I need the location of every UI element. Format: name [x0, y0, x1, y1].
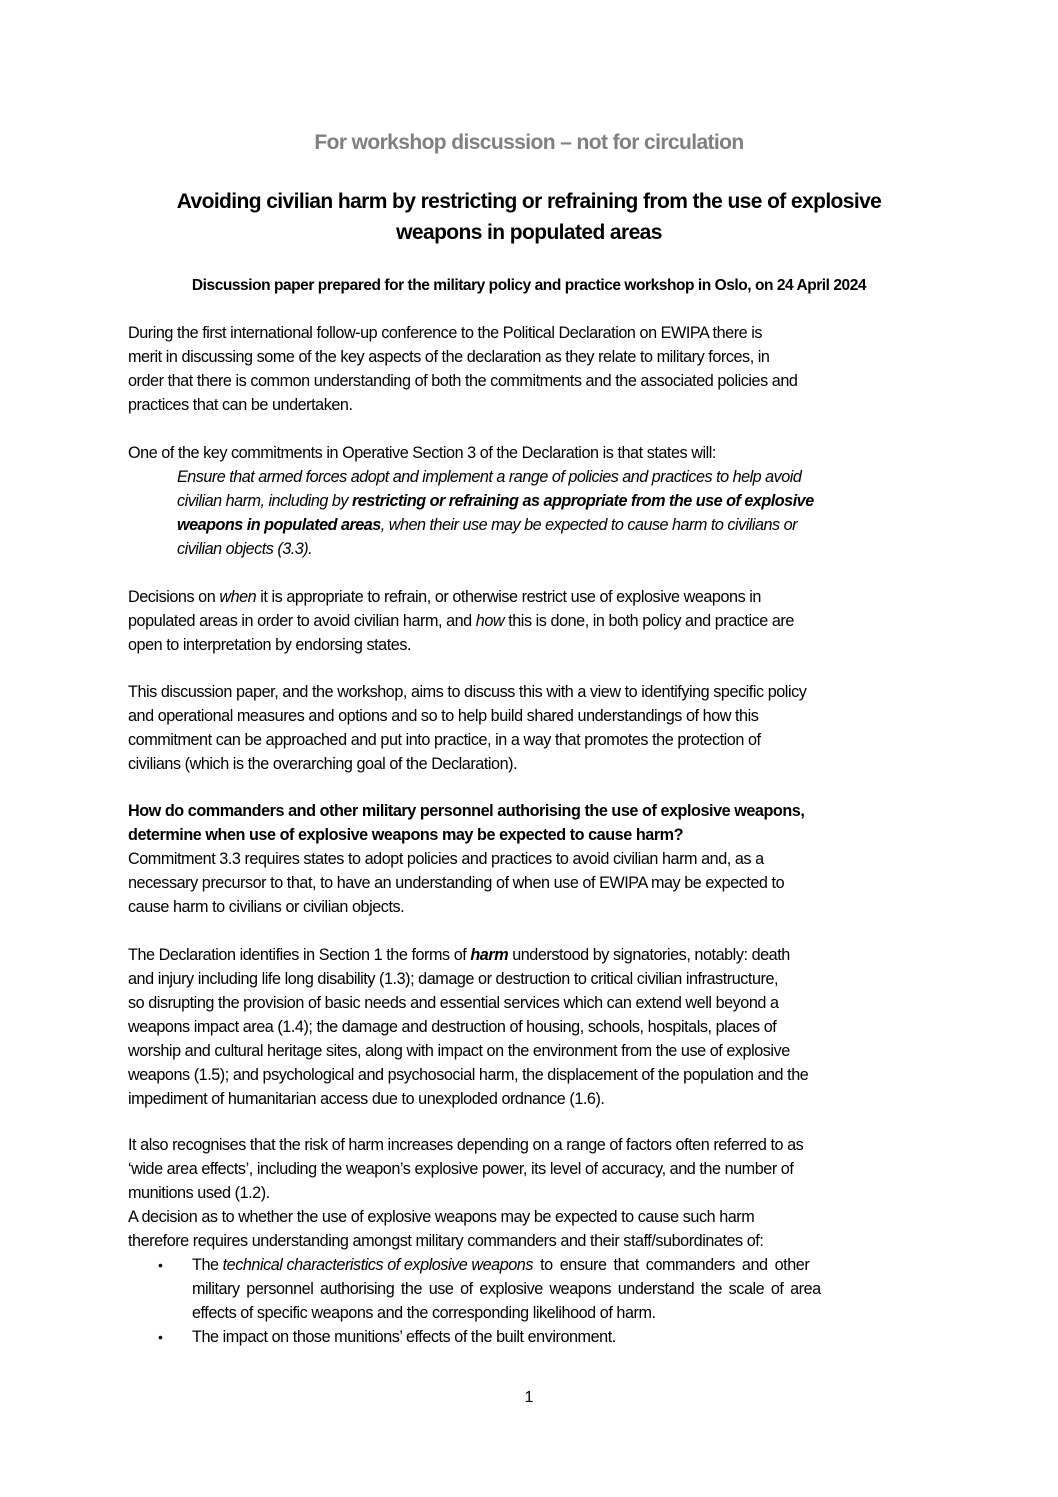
text-line: During the first international follow-up conference to the Political Declaration on EWIPA there is	[128, 324, 763, 342]
text-run: Decisions on	[128, 588, 220, 606]
quote-line	[177, 489, 937, 513]
text-line: munitions used (1.2).	[128, 1184, 270, 1202]
text-line: One of the key commitments in Operative Section 3 of the Declaration is that states will:	[128, 444, 716, 462]
text-line: and injury including life long disability (1.3); damage or destruction to critical civilian infrastructure,	[128, 970, 779, 988]
text-line: It also recognises that the risk of harm increases depending on a range of factors often referred to as	[128, 1136, 804, 1154]
text-line: military personnel authorising the use of explosive weapons understand the scale of area	[192, 1280, 821, 1298]
text-line: civilians (which is the overarching goal of the Declaration).	[128, 755, 518, 773]
paragraph-purpose	[128, 680, 930, 776]
text-line: open to interpretation by endorsing states.	[128, 636, 412, 654]
text-line: impediment of humanitarian access due to unexploded ordnance (1.6).	[128, 1090, 605, 1108]
text-line	[128, 609, 930, 633]
text-line: Commitment 3.3 requires states to adopt policies and practices to avoid civilian harm and, as a	[128, 850, 764, 868]
text-run: understood by signatories, notably: death	[508, 946, 790, 964]
text-line: weapons (1.5); and psychological and psychosocial harm, the displacement of the population and the	[128, 1066, 809, 1084]
text-line: The impact on those munitions’ effects of the built environment.	[192, 1328, 616, 1346]
quote-text: , when their use may be expected to cause harm to civilians or	[380, 516, 797, 534]
paragraph-forms-of-harm	[128, 943, 930, 1111]
paragraph-commitment-intro	[128, 441, 930, 465]
emphasis-technical-characteristics: technical characteristics of explosive weapons	[222, 1256, 534, 1274]
text-line	[128, 585, 930, 609]
circulation-notice: For workshop discussion – not for circulation	[314, 131, 744, 154]
text-run: The	[192, 1256, 223, 1274]
bullet-text	[192, 1253, 930, 1325]
section-heading-line: determine when use of explosive weapons may be expected to cause harm?	[128, 826, 684, 844]
text-line	[128, 943, 930, 967]
text-line: and operational measures and options and so to help build shared understandings of how this	[128, 707, 759, 725]
text-run: to ensure that commanders and other	[533, 1256, 810, 1274]
bullet-item	[128, 1253, 930, 1325]
text-line: practices that can be undertaken.	[128, 396, 353, 414]
text-line: necessary precursor to that, to have an understanding of when use of EWIPA may be expected to	[128, 874, 785, 892]
text-run: this is done, in both policy and practice are	[504, 612, 794, 630]
section-heading-line: How do commanders and other military personnel authorising the use of explosive weapons,	[128, 802, 805, 820]
bullet-item	[128, 1325, 930, 1349]
document-subtitle: Discussion paper prepared for the military policy and practice workshop in Oslo, on 24 April 2024	[191, 277, 867, 294]
text-line: ‘wide area effects’, including the weapon’s explosive power, its level of accuracy, and the number of	[128, 1160, 794, 1178]
emphasis-when: when	[219, 588, 257, 606]
text-line: cause harm to civilians or civilian objects.	[128, 898, 405, 916]
text-line: commitment can be approached and put into practice, in a way that promotes the protection of	[128, 731, 761, 749]
text-run: it is appropriate to refrain, or otherwise restrict use of explosive weapons in	[256, 588, 761, 606]
paragraph-intro	[128, 321, 930, 417]
text-line: weapons impact area (1.4); the damage and destruction of housing, schools, hospitals, places of	[128, 1018, 777, 1036]
text-line: A decision as to whether the use of explosive weapons may be expected to cause such harm	[128, 1208, 755, 1226]
block-quote-commitment	[177, 465, 937, 561]
emphasis-how: how	[475, 612, 505, 630]
text-line	[192, 1253, 930, 1277]
quote-line: Ensure that armed forces adopt and implement a range of policies and practices to help avoid	[177, 468, 802, 486]
text-line: so disrupting the provision of basic needs and essential services which can extend well beyond a	[128, 994, 779, 1012]
document-title-line-1: Avoiding civilian harm by restricting or refraining from the use of explosive	[176, 190, 882, 213]
emphasis-harm: harm	[470, 946, 509, 964]
text-line: This discussion paper, and the workshop, aims to discuss this with a view to identifying specific policy	[128, 683, 807, 701]
paragraph-wide-area-effects	[128, 1133, 930, 1253]
quote-emphasis: weapons in populated areas	[177, 516, 381, 534]
text-line: therefore requires understanding amongst military commanders and their staff/subordinates of:	[128, 1232, 764, 1250]
paragraph-decisions	[128, 585, 930, 657]
quote-text: civilian harm, including by	[177, 492, 352, 510]
text-line: order that there is common understanding of both the commitments and the associated policies and	[128, 372, 798, 390]
bullet-text	[192, 1325, 930, 1349]
text-line: merit in discussing some of the key aspects of the declaration as they relate to military forces, in	[128, 348, 770, 366]
section-harm-determination	[128, 799, 930, 919]
page-number: 1	[524, 1389, 534, 1406]
bullet-icon: •	[158, 1329, 163, 1345]
quote-emphasis: restricting or refraining as appropriate from the use of explosive	[351, 492, 814, 510]
text-line: worship and cultural heritage sites, along with impact on the environment from the use of explosive	[128, 1042, 790, 1060]
quote-line: civilian objects (3.3).	[177, 540, 313, 558]
text-line: effects of specific weapons and the corresponding likelihood of harm.	[192, 1304, 656, 1322]
quote-line	[177, 513, 937, 537]
document-title-line-2: weapons in populated areas	[396, 221, 662, 244]
text-run: The Declaration identifies in Section 1 the forms of	[128, 946, 471, 964]
bullet-icon: •	[158, 1257, 163, 1273]
text-run: populated areas in order to avoid civilian harm, and	[128, 612, 476, 630]
